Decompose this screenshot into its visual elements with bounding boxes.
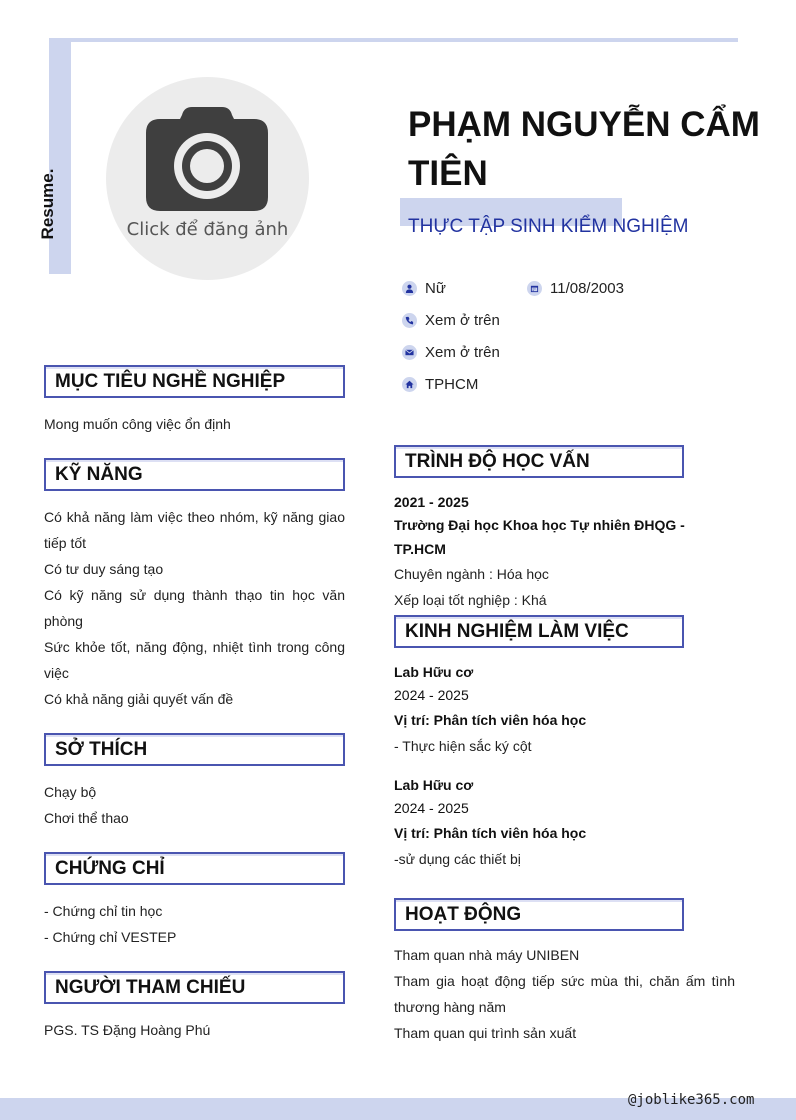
birthdate-value: 11/08/2003 [550,279,624,297]
job-description: -sử dụng các thiết bị [394,851,521,867]
info-address [402,372,478,396]
education-period: 2021 - 2025 [394,494,469,510]
list-item: - Chứng chỉ VESTEP [44,929,177,945]
skills-heading: KỸ NĂNG [44,458,345,491]
experience-job [394,661,735,759]
email-icon [402,345,417,360]
hobbies-heading: SỞ THÍCH [44,733,345,766]
list-item: - Chứng chỉ tin học [44,903,163,919]
activities-list [394,942,735,1046]
skills-list [44,504,345,712]
list-item: Sức khỏe tốt, năng động, nhiệt tình trong công việc [44,639,345,681]
list-item: Tham quan qui trình sản xuất [394,1025,577,1041]
list-item: PGS. TS Đặng Hoàng Phú [44,1022,211,1038]
job-title: THỰC TẬP SINH KIỂM NGHIỆM [408,216,689,237]
list-item: Tham gia hoạt động tiếp sức mùa thi, chăn ấm tình thương hàng năm [394,973,735,1015]
list-item: Có kỹ năng sử dụng thành thạo tin học văn phòng [44,587,345,629]
career-goal-heading: MỤC TIÊU NGHỀ NGHIỆP [44,365,345,398]
photo-upload[interactable] [106,77,309,280]
education-major: Chuyên ngành : Hóa học [394,566,549,582]
hobbies-list [44,779,345,831]
candidate-name: PHẠM NGUYỄN CẨM TIÊN [408,105,760,193]
job-period: 2024 - 2025 [394,800,469,816]
footer-watermark: @joblike365.com [628,1092,755,1108]
list-item: Có tư duy sáng tạo [44,561,164,577]
list-item: Chạy bộ [44,784,97,800]
phone-value: Xem ở trên [425,311,500,329]
certificates-heading: CHỨNG CHỈ [44,852,345,885]
email-value: Xem ở trên [425,343,500,361]
info-birthdate [527,276,624,300]
camera-icon [146,105,268,211]
experience-job [394,774,735,872]
references-list [44,1017,345,1043]
gender-value: Nữ [425,279,446,297]
phone-icon [402,313,417,328]
education-heading: TRÌNH ĐỘ HỌC VẤN [394,445,684,478]
home-icon [402,377,417,392]
job-position: Vị trí: Phân tích viên hóa học [394,712,587,728]
references-heading: NGƯỜI THAM CHIẾU [44,971,345,1004]
address-value: TPHCM [425,375,479,393]
job-company: Lab Hữu cơ [394,664,474,680]
education-block [394,491,735,613]
info-gender [402,276,446,300]
resume-label: Resume. [38,168,57,240]
top-accent-bar [49,38,738,42]
info-email [402,340,500,364]
activities-heading: HOẠT ĐỘNG [394,898,684,931]
person-icon [402,281,417,296]
job-position: Vị trí: Phân tích viên hóa học [394,825,587,841]
calendar-icon [527,281,542,296]
experience-heading: KINH NGHIỆM LÀM VIỆC [394,615,684,648]
job-period: 2024 - 2025 [394,687,469,703]
job-company: Lab Hữu cơ [394,777,474,793]
list-item: Có khả năng giải quyết vấn đề [44,691,234,707]
list-item: Tham quan nhà máy UNIBEN [394,947,580,963]
education-grade: Xếp loại tốt nghiệp : Khá [394,592,547,608]
list-item: Có khả năng làm việc theo nhóm, kỹ năng giao tiếp tốt [44,509,345,551]
education-school: Trường Đại học Khoa học Tự nhiên ĐHQG - TP.HCM [394,517,685,557]
certificates-list [44,898,345,950]
job-description: - Thực hiện sắc ký cột [394,738,532,754]
career-goal-text: Mong muốn công việc ổn định [44,416,231,432]
info-phone [402,308,500,332]
list-item: Chơi thể thao [44,810,129,826]
photo-caption: Click để đăng ảnh [126,219,289,240]
